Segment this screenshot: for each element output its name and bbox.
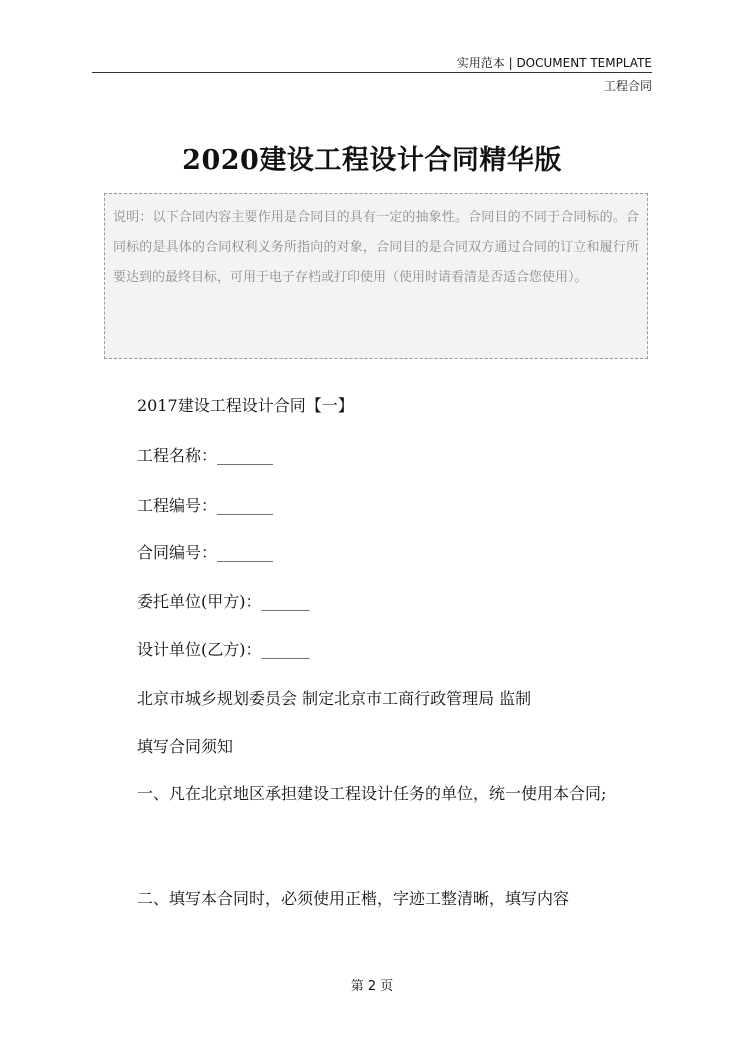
clause-one-paragraph: 一、凡在北京地区承担建设工程设计任务的单位，统一使用本合同; <box>137 784 607 803</box>
document-title: 2020建设工程设计合同精华版 <box>182 145 562 176</box>
document-category: 工程合同 <box>603 79 652 93</box>
project-name-field: 工程名称：_______ <box>137 446 274 465</box>
clause-two-paragraph: 二、填写本合同时，必须使用正楷，字迹工整清晰，填写内容 <box>137 889 570 908</box>
contract-number-field: 合同编号：_______ <box>137 543 274 562</box>
document-template-tag: 实用范本 | DOCUMENT TEMPLATE <box>456 56 652 70</box>
page-number: 第 2 页 <box>350 979 394 994</box>
designer-party-field: 设计单位(乙方)：______ <box>137 640 310 659</box>
project-number-field: 工程编号：_______ <box>137 496 274 515</box>
description-note-box <box>104 193 648 359</box>
notice-heading: 填写合同须知 <box>137 737 234 756</box>
header-divider <box>92 72 652 73</box>
description-note-text: 说明：以下合同内容主要作用是合同目的具有一定的抽象性。合同目的不同于合同标的。合同标的是具体的合同权利义务所指向的对象，合同目的是合同双方通过合同的订立和履行所要达到的最终目标，可用于电子存档或打印使用（使用时请看清是否适合您使用）。 <box>113 210 639 285</box>
section-title: 2017建设工程设计合同【一】 <box>137 396 354 415</box>
issuing-authority-line: 北京市城乡规划委员会 制定北京市工商行政管理局 监制 <box>137 689 532 708</box>
client-party-field: 委托单位(甲方)：______ <box>137 592 310 611</box>
